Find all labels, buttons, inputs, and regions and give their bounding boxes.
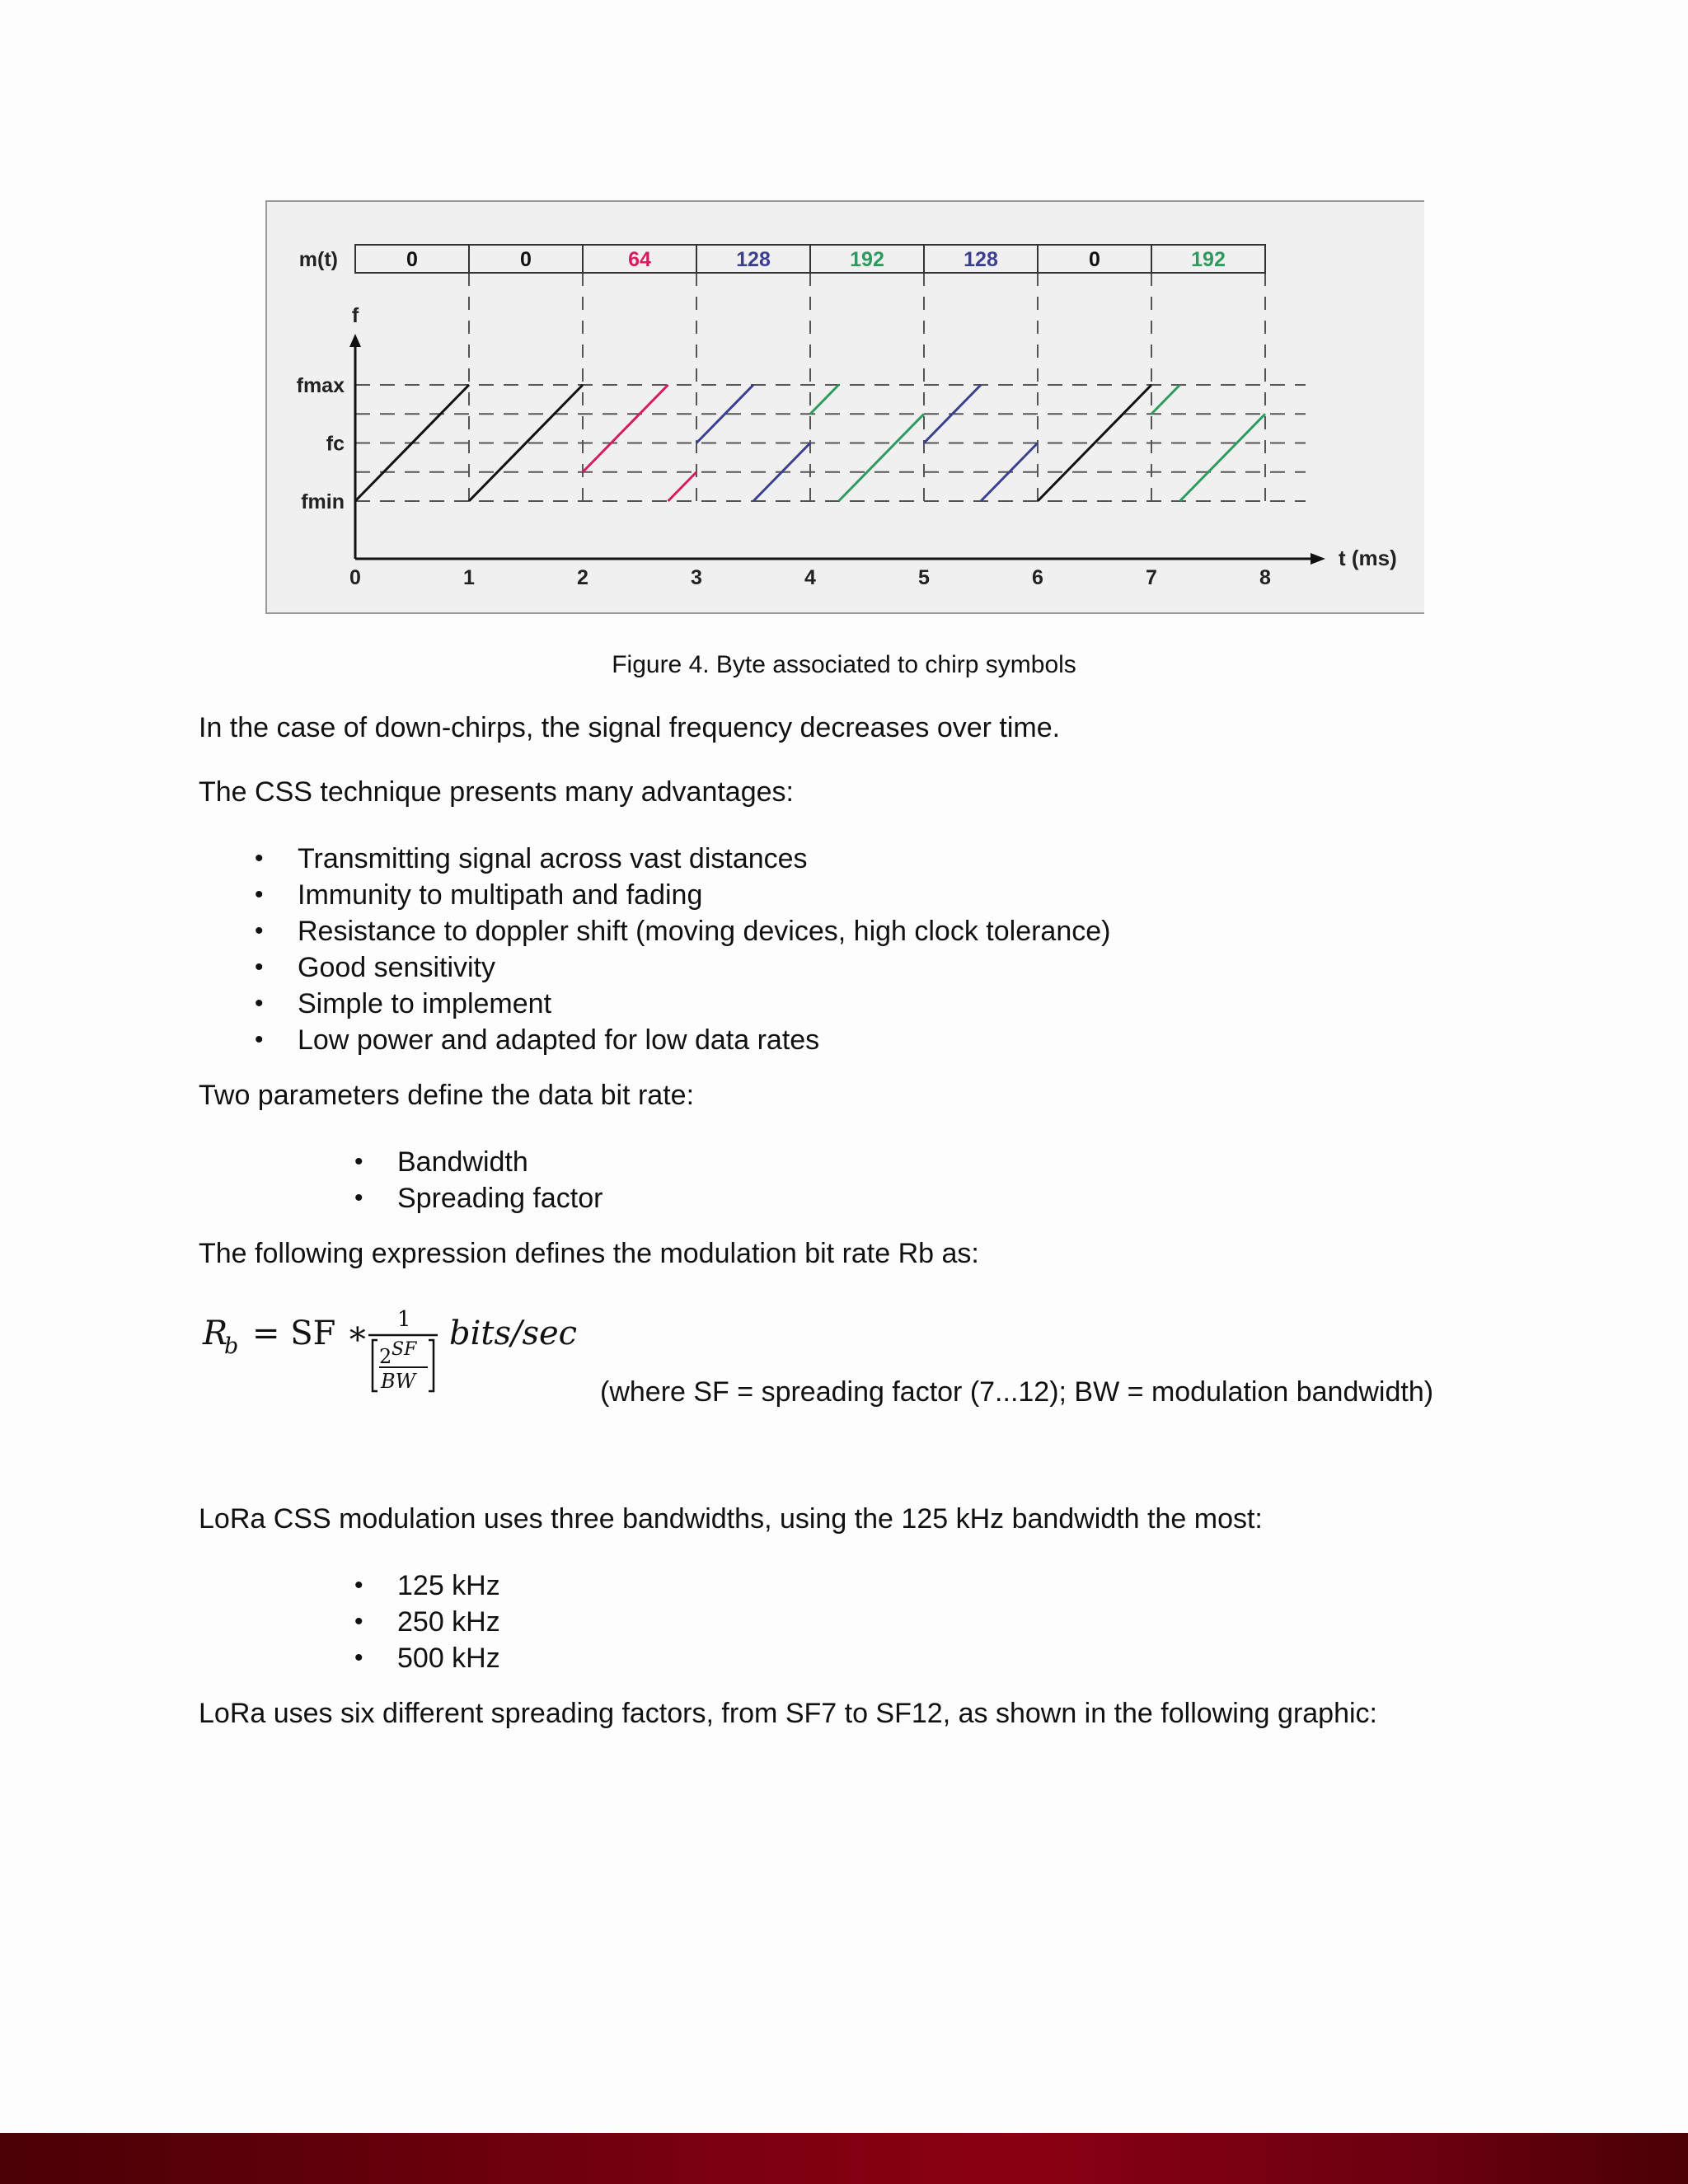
formula-power-base: 2 (379, 1345, 392, 1368)
chirp-figure (265, 200, 1424, 614)
formula-lhs: R (203, 1315, 228, 1352)
paragraph-css-advantages: The CSS technique presents many advantages: (199, 776, 794, 808)
x-tick-label: 3 (691, 566, 702, 589)
list-item: • 125 kHz (397, 1568, 500, 1604)
list-item: • Simple to implement (298, 986, 1110, 1022)
x-tick-label: 5 (918, 566, 930, 589)
formula-power-exponent: SF (392, 1339, 417, 1360)
row-label: m(t) (298, 248, 338, 271)
formula-lhs-subscript: b (224, 1333, 239, 1359)
list-item: • Resistance to doppler shift (moving devices, high clock tolerance) (298, 913, 1110, 949)
paragraph-bandwidths: LoRa CSS modulation uses three bandwidths, using the 125 kHz bandwidth the most: (199, 1503, 1263, 1535)
x-tick-label: 2 (577, 566, 588, 589)
chirp-segment (810, 385, 839, 414)
ceiling-bracket-left (373, 1340, 377, 1391)
formula-unit: bits/sec (449, 1315, 578, 1352)
ceiling-bracket-right (429, 1340, 434, 1391)
freq-label: fmin (301, 490, 345, 513)
bandwidths-list (397, 1568, 500, 1676)
paragraph-down-chirps: In the case of down-chirps, the signal frequency decreases over time. (199, 712, 1061, 743)
list-item: • Bandwidth (397, 1144, 603, 1180)
list-item: • Low power and adapted for low data rates (298, 1022, 1110, 1058)
x-tick-label: 7 (1146, 566, 1157, 589)
list-item: • 500 kHz (397, 1640, 500, 1676)
symbol-value-label: 64 (628, 248, 651, 271)
symbol-value-label: 192 (1191, 248, 1226, 271)
paragraph-expression: The following expression defines the modulation bit rate Rb as: (199, 1238, 979, 1269)
symbol-value-label: 128 (736, 248, 771, 271)
x-tick-label: 8 (1259, 566, 1271, 589)
chirp-segment (583, 385, 668, 472)
x-tick-label: 0 (349, 566, 361, 589)
x-tick-label: 4 (804, 566, 816, 589)
chirp-segment (1151, 385, 1180, 414)
symbol-value-label: 128 (964, 248, 998, 271)
symbol-value-label: 0 (406, 248, 418, 271)
chirp-segment (839, 414, 925, 501)
bit-rate-formula (201, 1301, 597, 1399)
formula-note: (where SF = spreading factor (7...12); BW = modulation bandwidth) (600, 1376, 1434, 1408)
symbol-value-label: 0 (1089, 248, 1100, 271)
chirp-segment (355, 385, 469, 501)
x-tick-label: 1 (463, 566, 475, 589)
footer-bar (0, 2133, 1688, 2184)
chirp-chart (267, 202, 1426, 616)
chirp-segment (668, 472, 697, 501)
figure-caption: Figure 4. Byte associated to chirp symbols (612, 651, 1076, 678)
list-item: • Transmitting signal across vast distances (298, 841, 1110, 877)
freq-label: fc (326, 432, 345, 456)
t-axis-label: t (ms) (1339, 546, 1397, 570)
list-item: • 250 kHz (397, 1604, 500, 1640)
parameters-list (397, 1144, 603, 1216)
formula-denominator: BW (381, 1370, 416, 1393)
chirp-segment (1180, 414, 1266, 501)
symbol-value-label: 0 (520, 248, 532, 271)
list-item: • Good sensitivity (298, 949, 1110, 986)
paragraph-spreading-factors: LoRa uses six different spreading factors, from SF7 to SF12, as shown in the following graphic: (199, 1698, 1377, 1729)
formula-numerator: 1 (397, 1307, 411, 1332)
t-axis-arrow-icon (1311, 553, 1325, 565)
f-axis-label: f (351, 304, 359, 327)
list-item: • Spreading factor (397, 1180, 603, 1216)
formula-equals: = SF ∗ (252, 1315, 369, 1352)
freq-label: fmax (296, 374, 345, 397)
x-tick-label: 6 (1032, 566, 1043, 589)
list-item: • Immunity to multipath and fading (298, 877, 1110, 913)
advantages-list (298, 841, 1110, 1058)
f-axis-arrow-icon (349, 334, 361, 347)
paragraph-bit-rate-params: Two parameters define the data bit rate: (199, 1080, 695, 1111)
symbol-value-label: 192 (850, 248, 884, 271)
